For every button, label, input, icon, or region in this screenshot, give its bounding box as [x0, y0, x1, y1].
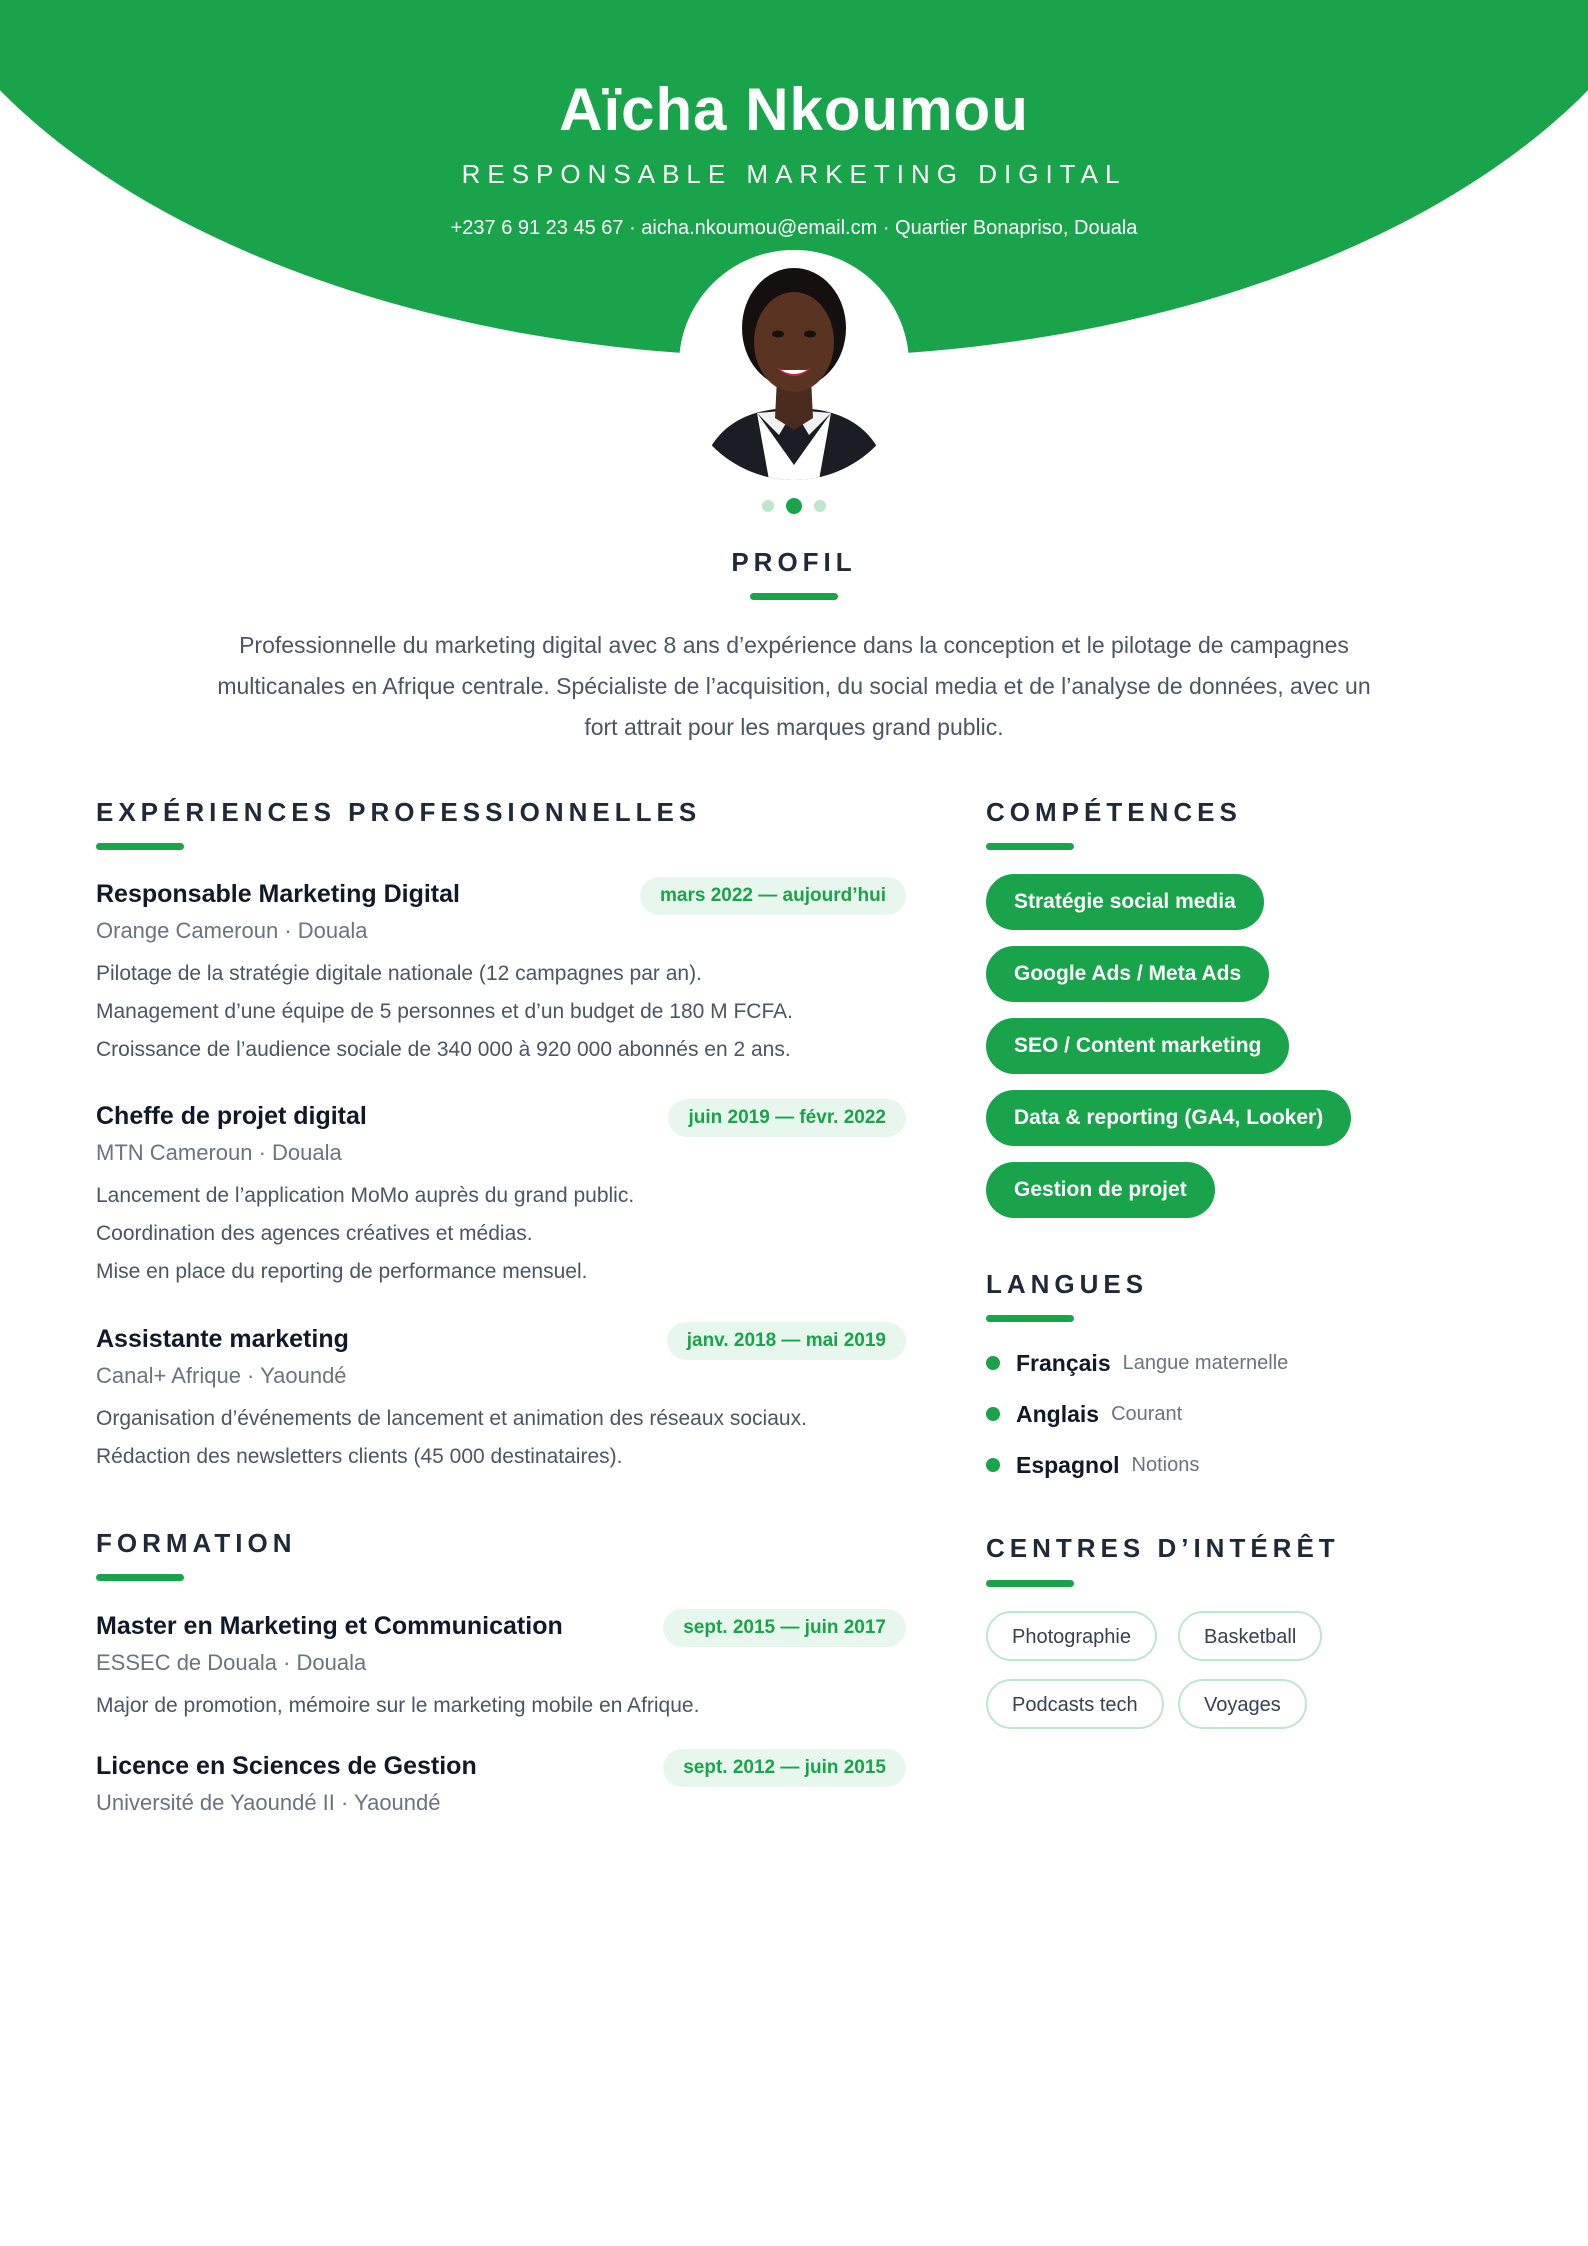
experience-detail: Management d’une équipe de 5 personnes et d’un budget de 180 M FCFA. — [96, 1000, 793, 1023]
interest-tag: Voyages — [1178, 1679, 1307, 1729]
carousel-dots — [0, 497, 1588, 515]
language-name: Anglais — [1016, 1401, 1100, 1427]
experience-role: Assistante marketing — [96, 1325, 349, 1353]
candidate-name: Aïcha Nkoumou — [559, 76, 1029, 143]
experience-detail: Organisation d’événements de lancement et animation des réseaux sociaux. — [96, 1407, 807, 1430]
language-name: Français — [1016, 1350, 1111, 1376]
profile-underline — [750, 593, 838, 600]
language-level: Notions — [1131, 1454, 1200, 1476]
profile-line: Professionnelle du marketing digital avec 8 ans d’expérience dans la conception et le pilotage de campagnes — [239, 632, 1349, 658]
skill-badge: SEO / Content marketing — [986, 1018, 1289, 1074]
education-degree: Licence en Sciences de Gestion — [96, 1752, 477, 1780]
experience-item — [96, 1322, 906, 1476]
skills-underline — [986, 843, 1074, 850]
contact-info: +237 6 91 23 45 67 · aicha.nkoumou@email.cm · Quartier Bonapriso, Douala — [450, 217, 1138, 239]
carousel-dot-active[interactable] — [786, 498, 802, 514]
carousel-dot[interactable] — [762, 500, 774, 512]
education-dates: sept. 2012 — juin 2015 — [663, 1749, 906, 1787]
education-detail: Major de promotion, mémoire sur le marketing mobile en Afrique. — [96, 1694, 700, 1717]
bullet-icon — [986, 1458, 1000, 1472]
profile-summary — [180, 625, 1408, 748]
language-name: Espagnol — [1016, 1452, 1120, 1478]
interests-underline — [986, 1580, 1074, 1587]
education-degree: Master en Marketing et Communication — [96, 1612, 563, 1640]
experience-detail: Pilotage de la stratégie digitale nationale (12 campagnes par an). — [96, 962, 702, 985]
languages-heading: LANGUES — [986, 1269, 1149, 1299]
experience-org: Canal+ Afrique · Yaoundé — [96, 1363, 347, 1388]
experience-detail: Lancement de l’application MoMo auprès du grand public. — [96, 1184, 635, 1207]
skill-badge: Data & reporting (GA4, Looker) — [986, 1090, 1351, 1146]
experience-underline — [96, 843, 184, 850]
education-dates: sept. 2015 — juin 2017 — [663, 1609, 906, 1647]
education-item — [96, 1749, 906, 1819]
skills-heading: COMPÉTENCES — [986, 797, 1242, 827]
interest-tag: Podcasts tech — [986, 1679, 1164, 1729]
carousel-dot[interactable] — [814, 500, 826, 512]
profile-heading: PROFIL — [731, 547, 857, 577]
skill-badge: Stratégie social media — [986, 874, 1264, 930]
experience-detail: Mise en place du reporting de performance mensuel. — [96, 1260, 588, 1283]
language-level: Courant — [1111, 1403, 1183, 1425]
bullet-icon — [986, 1356, 1000, 1370]
skill-badge: Gestion de projet — [986, 1162, 1215, 1218]
experience-item — [96, 877, 906, 1069]
experience-dates: juin 2019 — févr. 2022 — [668, 1099, 906, 1137]
education-school: ESSEC de Douala · Douala — [96, 1650, 367, 1675]
education-item — [96, 1609, 906, 1725]
bullet-icon — [986, 1407, 1000, 1421]
language-item — [986, 1445, 1199, 1485]
education-underline — [96, 1574, 184, 1581]
experience-detail: Croissance de l’audience sociale de 340 000 à 920 000 abonnés en 2 ans. — [96, 1038, 791, 1061]
experience-org: Orange Cameroun · Douala — [96, 918, 368, 943]
interest-tag: Photographie — [986, 1611, 1157, 1661]
experience-detail: Rédaction des newsletters clients (45 000 destinataires). — [96, 1445, 623, 1468]
portrait-illustration — [679, 250, 909, 480]
job-title: RESPONSABLE MARKETING DIGITAL — [461, 159, 1127, 189]
experience-dates: mars 2022 — aujourd’hui — [640, 877, 906, 915]
language-item — [986, 1394, 1182, 1434]
experience-role: Responsable Marketing Digital — [96, 880, 460, 908]
experience-org: MTN Cameroun · Douala — [96, 1140, 342, 1165]
experience-role: Cheffe de projet digital — [96, 1102, 367, 1130]
languages-underline — [986, 1315, 1074, 1322]
skill-badge: Google Ads / Meta Ads — [986, 946, 1269, 1002]
experience-item — [96, 1099, 906, 1291]
experience-dates: janv. 2018 — mai 2019 — [667, 1322, 906, 1360]
profile-photo — [679, 250, 909, 480]
language-item — [986, 1343, 1288, 1383]
experience-detail: Coordination des agences créatives et médias. — [96, 1222, 533, 1245]
education-school: Université de Yaoundé II · Yaoundé — [96, 1790, 441, 1815]
interest-tag: Basketball — [1178, 1611, 1322, 1661]
profile-line: fort attrait pour les marques grand public. — [584, 714, 1004, 740]
education-heading: FORMATION — [96, 1528, 297, 1558]
interests-heading: CENTRES D’INTÉRÊT — [986, 1533, 1340, 1563]
profile-line: multicanales en Afrique centrale. Spécialiste de l’acquisition, du social media et de l’analyse de données, avec un — [217, 673, 1371, 699]
language-level: Langue maternelle — [1122, 1352, 1289, 1374]
experience-heading: EXPÉRIENCES PROFESSIONNELLES — [96, 797, 702, 827]
